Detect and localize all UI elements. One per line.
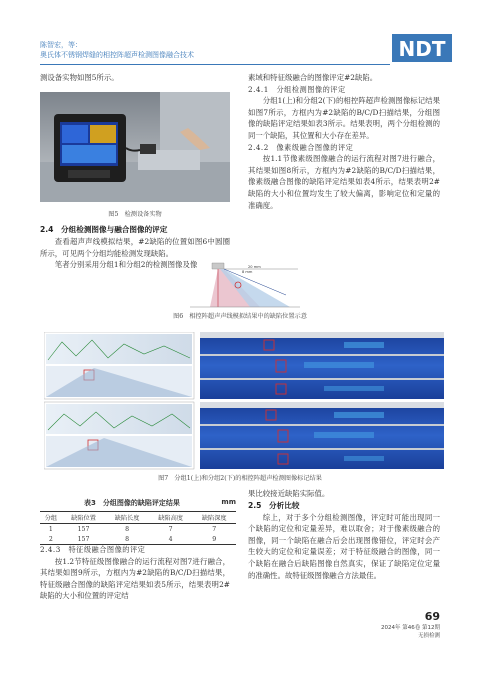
intro-text: 测设备实物如图5所示。 [40,73,119,82]
table-3-header: 缺陷位置 [62,512,106,524]
section-2-4-3-para: 按1.2节特征级图像融合的运行流程对图7进行融合，其结果如图9所示，方框内为#2缺陷的B/C/D扫描结果，特征级融合图像的缺陷评定结果如表5所示，结果表明2#缺陷的大小和位置的评定结 [40,556,230,601]
table-cell: 2 [40,534,62,545]
fig5-caption: 图5 检测设备实物 [108,211,162,218]
table-3-unit: mm [221,498,236,506]
section-2-5-para: 综上，对于多个分组检测图像，评定时可能出现同一个缺陷的定位和定量差异，难以取舍；对于像素级融合的图像，同一个缺陷在融合后会出现图像错位，评定时会产生较大的定位和定量误差；对于特征级融合的图像，同一个缺陷在融合后缺陷图像自然真实，保证了缺陷定位定量的准确性。故特征级图像融合方法最佳。 [248,512,440,580]
fig7-caption: 图7 分组1(上)和分组2(下)的相控阵超声检测图像标记结果 [158,475,322,482]
table-3-title: 表3 分组图像的缺陷评定结果 [84,499,180,507]
fig6-beam-simulation [190,255,300,310]
table-cell: 157 [62,534,106,545]
section-2-4-1-para: 分组1(上)和分组2(下)的相控阵超声检测图像标记结果如图7所示，方框内为#2缺陷的B/C/D扫描结果，分组图像的缺陷评定结果如表3所示。结果表明，两个分组检测的同一个缺陷，其位置和大小存在差异。 [248,96,440,140]
fig6-label-top: 20 mm [248,265,261,269]
ndt-logo [392,30,452,66]
fig5-photo [40,92,230,202]
journal-info [381,624,440,640]
page-number: 69 [424,610,440,623]
right-column [248,72,440,211]
table-cell: 7 [168,525,173,533]
table-3-header-row [40,512,236,524]
table-cell: 1 [48,525,53,533]
section-2-5 [248,488,440,581]
table-cell: 8 [125,525,130,533]
left-column [40,72,230,84]
header-article-title: 奥氏体不锈钢焊缝的相控阵超声检测图像融合技术 [40,51,194,59]
section-2-4-3 [40,544,230,602]
fig7-group2 [44,402,444,469]
table-cell: 7 [212,525,217,533]
journal-issue: 2024年 第46卷 第12期 [381,625,440,631]
section-2-4-title: 2.4 分组检测图像与融合图像的评定 [40,225,168,234]
section-2-4-2-title: 2.4.2 像素级融合图像的评定 [248,142,354,152]
fig6-label-mid: 8 mm [242,270,253,274]
table-cell: 8 [105,534,149,545]
table-cell: 157 [77,525,90,533]
right-intro: 素域和特征级融合的图像评定#2缺陷。 [248,73,378,82]
table-3-header: 分组 [40,512,62,524]
section-2-5-title: 2.5 分析比较 [248,500,300,510]
section-2-4-para1: 查看超声声线模拟结果，#2缺陷的位置如图6中圆圈所示，可见两个分组均能检测发现缺陷。 [40,237,230,258]
header-rule [40,64,390,65]
table-cell: 4 [149,534,193,545]
fig7-scan-panels [44,332,444,470]
fig6-caption: 图6 相控阵超声声线模拟结果中的缺陷位置示意 [173,313,307,320]
journal-name: 无损检测 [417,633,440,639]
table-cell: 9 [192,534,236,545]
header-authors: 陈智宏，等： [40,41,82,49]
table-3-header: 缺陷长度 [105,512,149,524]
running-header [40,40,194,60]
section-2-4-2-para: 按1.1节像素级图像融合的运行流程对图7进行融合，其结果如图8所示，方框内为#2缺陷的B/C/D扫描结果，像素级融合图像的缺陷评定结果如表4所示，结果表明2#缺陷的大小和位置均发生了较大偏离，影响定位和定量的准确度。 [248,154,440,210]
table-row [40,524,236,535]
svg-text:NDT: NDT [398,37,446,61]
table-3 [40,498,236,545]
right-bottom-intro: 果比较接近缺陷实际值。 [248,489,330,498]
section-2-4-1-title: 2.4.1 分组检测图像的评定 [248,84,346,94]
table-row [40,534,236,545]
section-2-4-3-title: 2.4.3 特征级融合图像的评定 [40,545,146,554]
table-3-header: 缺陷深度 [192,512,236,524]
section-2-4-para2: 笔者分别采用分组1和分组2的检测图像及像 [54,260,198,270]
table-3-header: 缺陷高度 [149,512,193,524]
fig7-group1 [44,332,444,399]
